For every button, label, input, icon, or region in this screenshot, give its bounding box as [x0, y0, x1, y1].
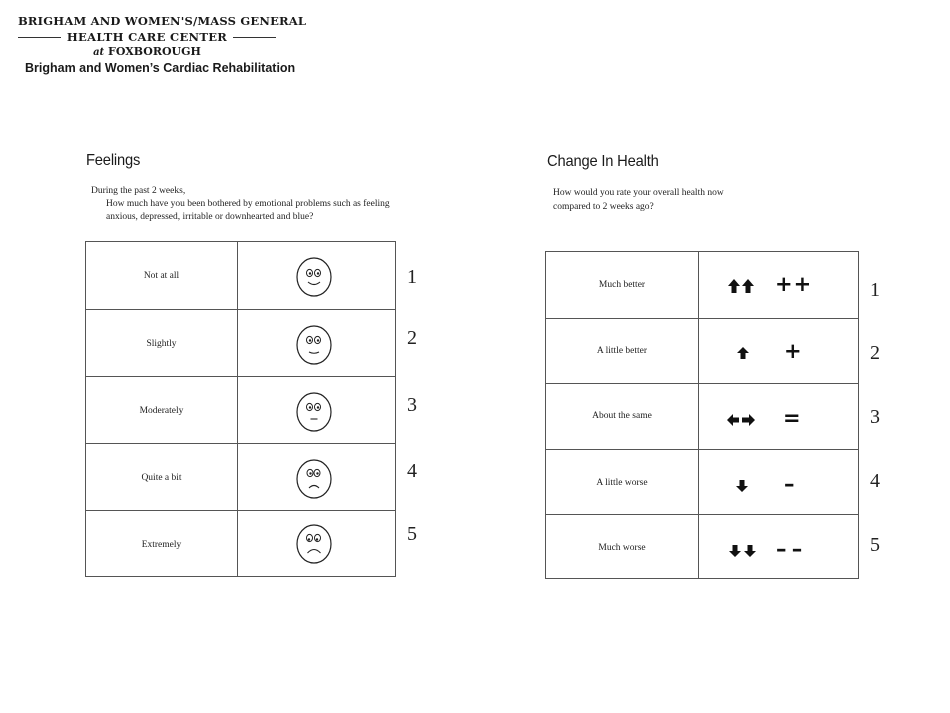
table-row — [86, 376, 395, 443]
health-option-label: Much better — [598, 280, 646, 290]
table-row — [86, 510, 395, 577]
table-row — [86, 309, 395, 376]
table-row — [546, 449, 858, 514]
health-symbol: ++ — [775, 272, 813, 296]
table-row — [546, 514, 858, 579]
left-right-arrow-icon — [727, 414, 755, 426]
health-option-label: About the same — [592, 411, 652, 421]
health-symbol: – – — [776, 537, 802, 561]
feelings-score-number: 5 — [407, 523, 417, 545]
change-in-health-table — [545, 251, 859, 579]
program-subtitle: Brigham and Women’s Cardiac Rehabilitation — [25, 61, 296, 75]
feelings-option-label: Moderately — [139, 406, 184, 416]
table-row — [86, 242, 395, 309]
feelings-option-label: Slightly — [146, 339, 177, 349]
frown-face-icon — [295, 458, 333, 500]
health-score-number: 5 — [870, 534, 880, 556]
health-score-number: 4 — [870, 470, 880, 492]
logo-location: FOXBOROUGH — [108, 45, 201, 58]
sad-face-icon — [295, 523, 333, 565]
logo-rule-left — [18, 37, 61, 38]
logo-line-2 — [18, 30, 276, 44]
neutral-face-icon — [295, 391, 333, 433]
table-row — [546, 252, 858, 318]
logo-line-2-text: HEALTH CARE CENTER — [66, 30, 228, 44]
health-symbol: – — [784, 472, 796, 496]
table-row — [86, 443, 395, 510]
feelings-option-label: Quite a bit — [141, 473, 182, 483]
feelings-question-line-1: During the past 2 weeks, — [91, 186, 186, 196]
down-arrow-icon — [736, 480, 748, 492]
feelings-option-label: Not at all — [143, 271, 180, 281]
health-question-line-2: compared to 2 weeks ago? — [553, 202, 654, 212]
health-option-label: Much worse — [598, 543, 646, 553]
health-question-line-1: How would you rate your overall health now — [553, 188, 724, 198]
up-arrow-icon — [737, 347, 749, 359]
table-row — [546, 318, 858, 383]
feelings-question-line-3: anxious, depressed, irritable or downhearted and blue? — [106, 212, 314, 222]
feelings-score-number: 4 — [407, 460, 417, 482]
logo-rule-right — [233, 37, 276, 38]
feelings-option-label: Extremely — [141, 540, 182, 550]
health-score-number: 1 — [870, 279, 880, 301]
logo-line-1: BRIGHAM AND WOMEN'S/MASS GENERAL — [18, 14, 307, 28]
feelings-score-number: 3 — [407, 394, 417, 416]
logo-at: at — [93, 47, 105, 58]
double-up-arrow-icon — [728, 279, 756, 293]
feelings-table — [85, 241, 396, 577]
health-symbol: = — [783, 406, 802, 430]
feelings-score-number: 1 — [407, 266, 417, 288]
health-symbol: + — [784, 339, 803, 363]
health-center-logo — [18, 14, 307, 58]
slight-smile-face-icon — [295, 324, 333, 366]
feelings-score-number: 2 — [407, 327, 417, 349]
health-option-label: A little better — [596, 346, 648, 356]
double-down-arrow-icon — [729, 545, 756, 557]
health-option-label: A little worse — [596, 478, 648, 488]
change-in-health-title: Change In Health — [547, 153, 659, 170]
logo-line-3 — [18, 45, 276, 58]
table-row — [546, 383, 858, 449]
happy-face-icon — [295, 256, 333, 298]
feelings-title: Feelings — [86, 152, 141, 169]
health-score-number: 2 — [870, 342, 880, 364]
feelings-question-line-2: How much have you been bothered by emotional problems such as feeling — [106, 199, 390, 209]
health-score-number: 3 — [870, 406, 880, 428]
